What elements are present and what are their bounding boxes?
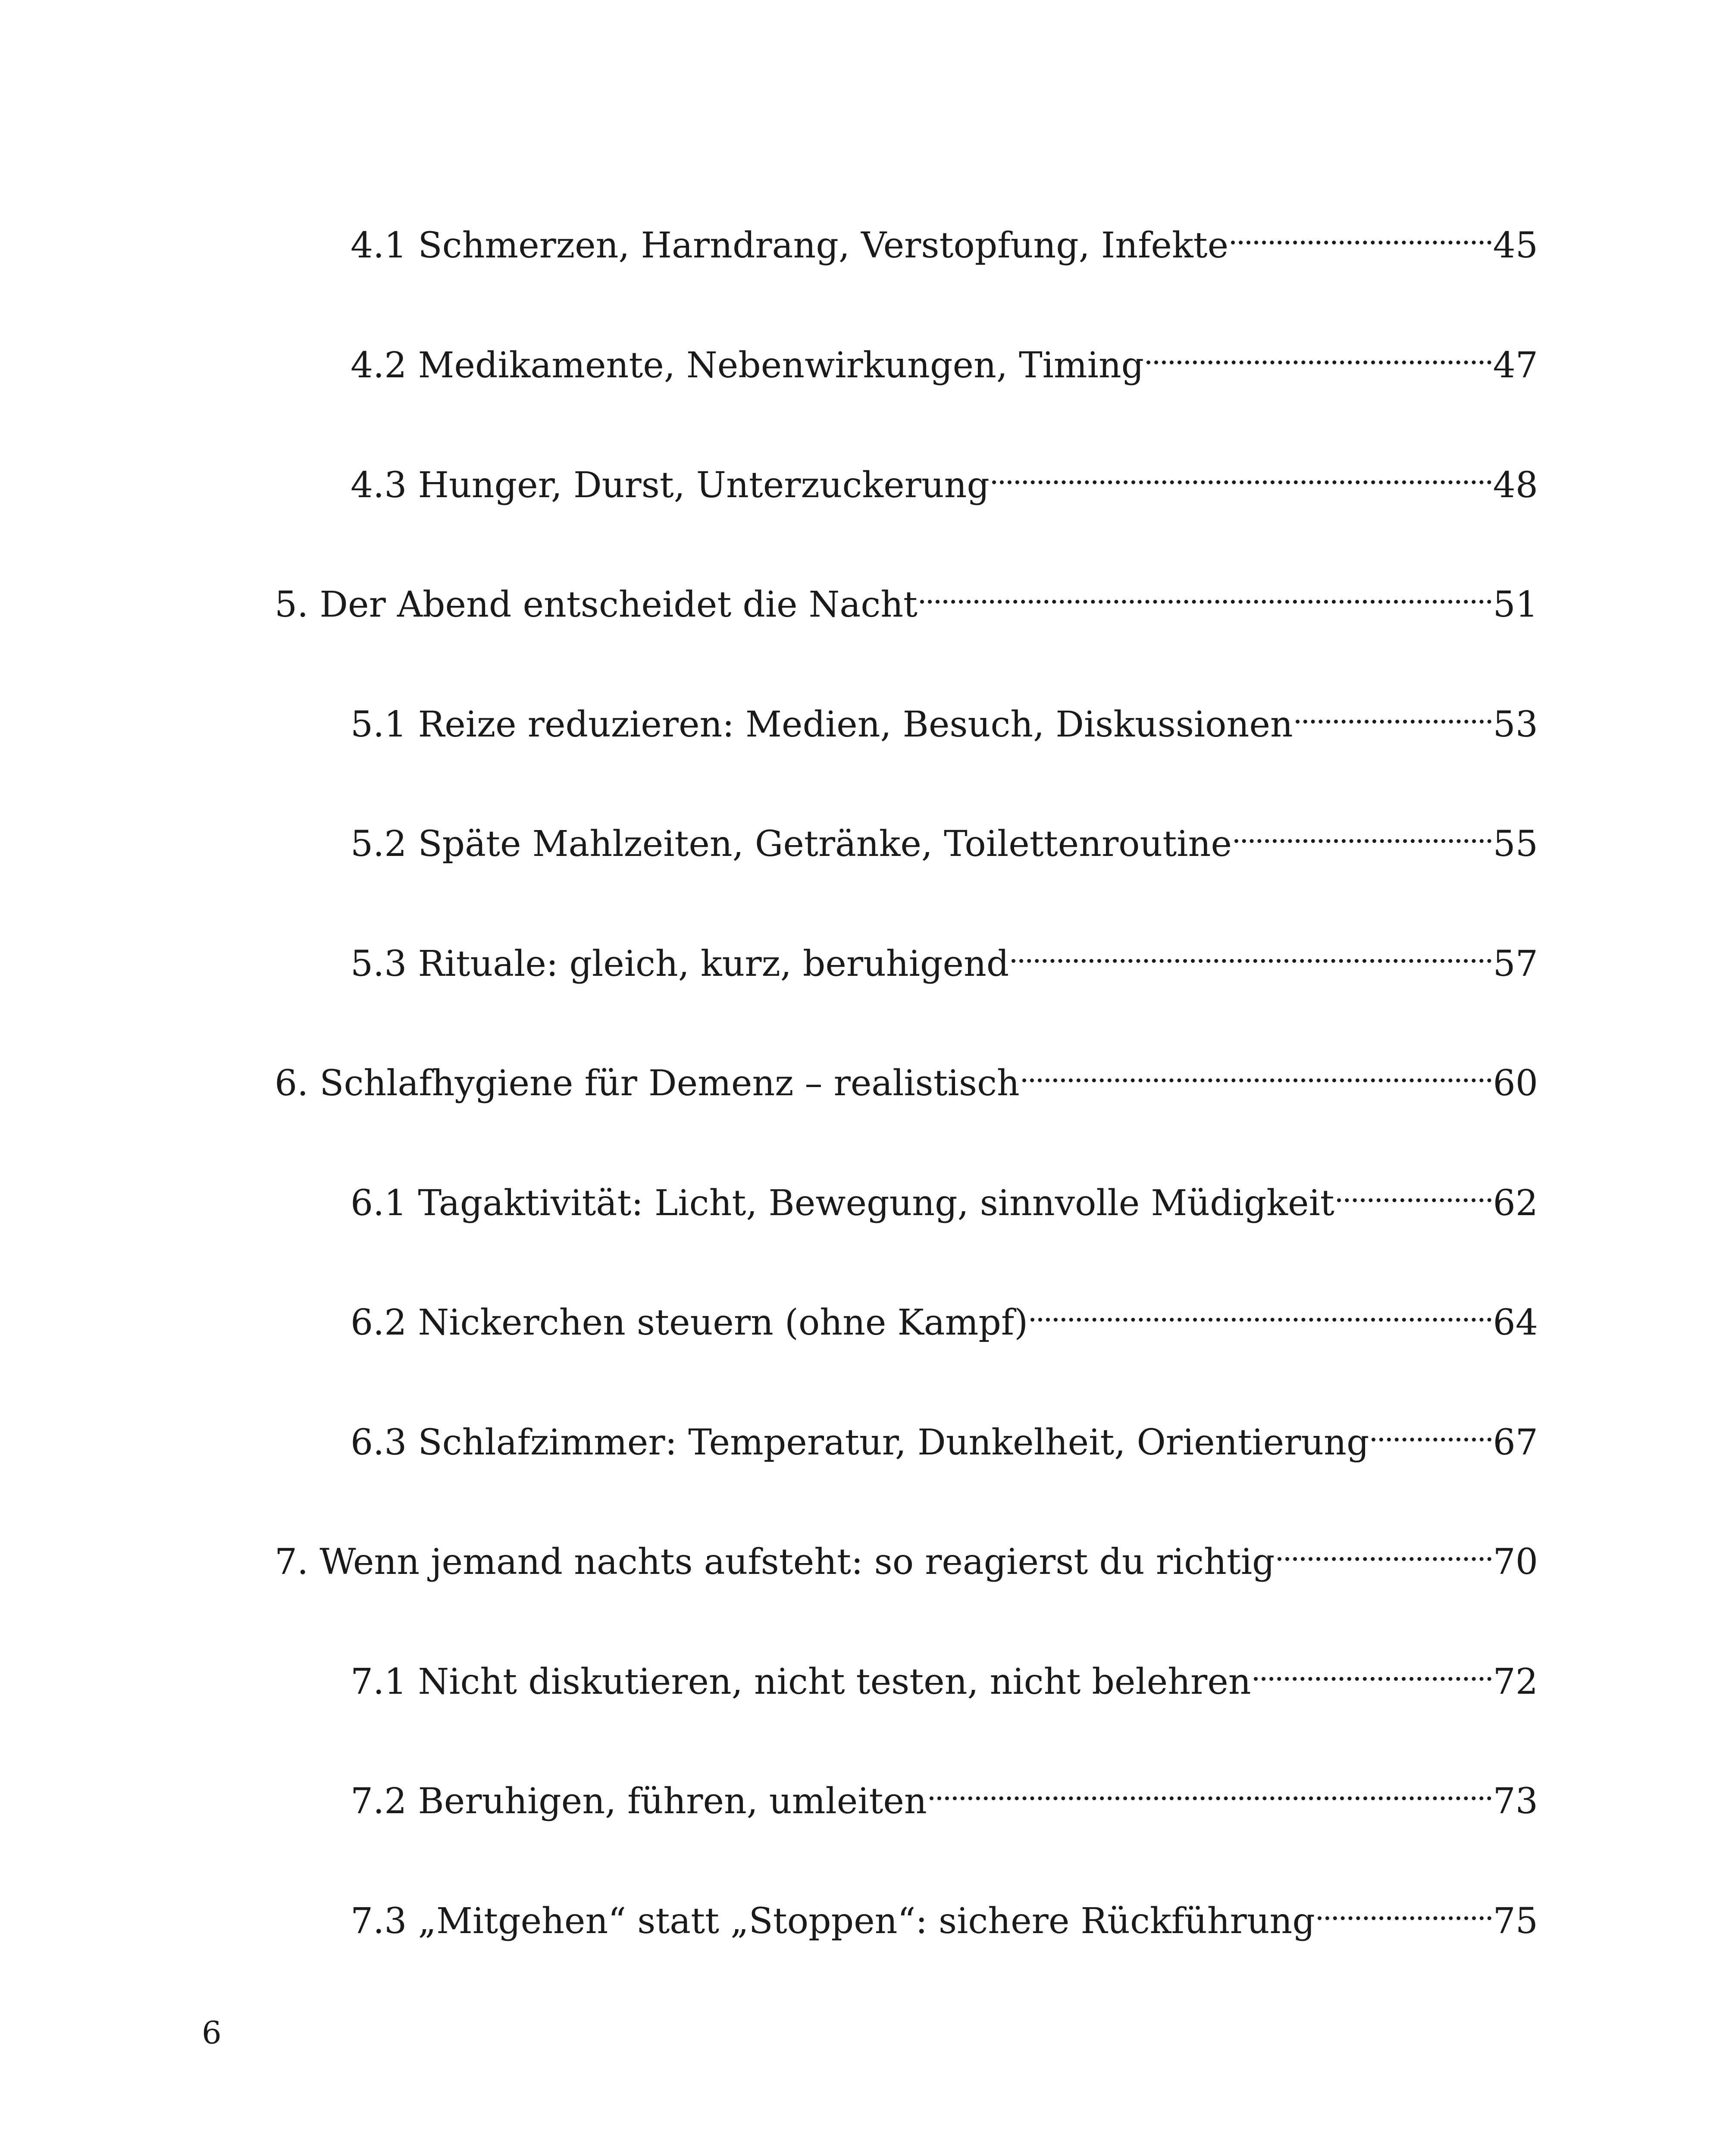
toc-entry-page: 55 bbox=[1493, 824, 1538, 865]
toc-dot-leader bbox=[1296, 685, 1491, 736]
toc-entry-page: 70 bbox=[1493, 1542, 1538, 1583]
toc-dot-leader bbox=[1372, 1403, 1491, 1454]
toc-dot-leader bbox=[1337, 1163, 1491, 1215]
toc-entry-title: 4.3 Hunger, Durst, Unterzuckerung bbox=[351, 465, 990, 506]
toc-entry[interactable] bbox=[275, 1044, 1538, 1104]
toc-entry-page: 75 bbox=[1493, 1901, 1538, 1942]
toc-dot-leader bbox=[920, 565, 1491, 617]
toc-entry-title: 7.1 Nicht diskutieren, nicht testen, nicht belehren bbox=[351, 1661, 1251, 1702]
toc-entry-page: 64 bbox=[1493, 1302, 1538, 1343]
toc-dot-leader bbox=[1030, 1283, 1491, 1335]
toc-entry-page: 57 bbox=[1493, 943, 1538, 984]
toc-entry-title: 5. Der Abend entscheidet die Nacht bbox=[275, 584, 918, 625]
toc-entry-page: 48 bbox=[1493, 465, 1538, 506]
toc-entry[interactable] bbox=[351, 326, 1538, 386]
toc-entry-page: 51 bbox=[1493, 584, 1538, 625]
toc-dot-leader bbox=[1234, 804, 1491, 856]
toc-entry-page: 47 bbox=[1493, 345, 1538, 386]
toc-entry[interactable] bbox=[275, 1522, 1538, 1583]
toc-entry-title: 6. Schlafhygiene für Demenz – realistisch bbox=[275, 1063, 1020, 1104]
toc-dot-leader bbox=[992, 445, 1491, 497]
toc-entry-page: 72 bbox=[1493, 1661, 1538, 1702]
page-number: 6 bbox=[202, 2015, 222, 2051]
toc-entry[interactable] bbox=[351, 445, 1538, 506]
toc-entry-title: 4.1 Schmerzen, Harndrang, Verstopfung, Infekte bbox=[351, 225, 1229, 266]
toc-entry-page: 53 bbox=[1493, 704, 1538, 745]
toc-entry[interactable] bbox=[351, 924, 1538, 984]
toc-entry[interactable] bbox=[351, 1761, 1538, 1822]
toc-entry[interactable] bbox=[351, 685, 1538, 745]
toc-dot-leader bbox=[1318, 1881, 1491, 1933]
toc-entry-page: 67 bbox=[1493, 1422, 1538, 1463]
toc-entry[interactable] bbox=[275, 565, 1538, 625]
toc-dot-leader bbox=[1254, 1642, 1491, 1694]
toc-entry-title: 6.3 Schlafzimmer: Temperatur, Dunkelheit, Orientierung bbox=[351, 1422, 1369, 1463]
toc-entry-title: 4.2 Medikamente, Nebenwirkungen, Timing bbox=[351, 345, 1144, 386]
toc-entry-title: 7.3 „Mitgehen“ statt „Stoppen“: sichere Rückführung bbox=[351, 1901, 1315, 1942]
toc-entry-page: 73 bbox=[1493, 1781, 1538, 1822]
toc-entry-page: 60 bbox=[1493, 1063, 1538, 1104]
toc-dot-leader bbox=[930, 1761, 1491, 1813]
toc-entry-title: 7.2 Beruhigen, führen, umleiten bbox=[351, 1781, 927, 1822]
toc-entry-title: 6.2 Nickerchen steuern (ohne Kampf) bbox=[351, 1302, 1028, 1343]
toc-entry-title: 6.1 Tagaktivität: Licht, Bewegung, sinnvolle Müdigkeit bbox=[351, 1183, 1334, 1224]
toc-entry-title: 5.2 Späte Mahlzeiten, Getränke, Toilettenroutine bbox=[351, 824, 1232, 865]
toc-entry-page: 45 bbox=[1493, 225, 1538, 266]
toc-entry[interactable] bbox=[351, 1403, 1538, 1463]
toc-dot-leader bbox=[1012, 924, 1491, 976]
toc-entry-title: 7. Wenn jemand nachts aufsteht: so reagierst du richtig bbox=[275, 1542, 1275, 1583]
toc-entry[interactable] bbox=[351, 1283, 1538, 1343]
toc-dot-leader bbox=[1231, 206, 1491, 257]
toc-entry-title: 5.3 Rituale: gleich, kurz, beruhigend bbox=[351, 943, 1009, 984]
toc-entry[interactable] bbox=[351, 804, 1538, 865]
toc-entry-title: 5.1 Reize reduzieren: Medien, Besuch, Diskussionen bbox=[351, 704, 1293, 745]
toc-dot-leader bbox=[1278, 1522, 1491, 1574]
toc-entry[interactable] bbox=[351, 1642, 1538, 1702]
toc-entry[interactable] bbox=[351, 206, 1538, 266]
toc-dot-leader bbox=[1022, 1044, 1491, 1095]
toc-entry-page: 62 bbox=[1493, 1183, 1538, 1224]
toc-entry[interactable] bbox=[351, 1163, 1538, 1224]
toc-dot-leader bbox=[1146, 326, 1491, 377]
toc-entry[interactable] bbox=[351, 1881, 1538, 1942]
